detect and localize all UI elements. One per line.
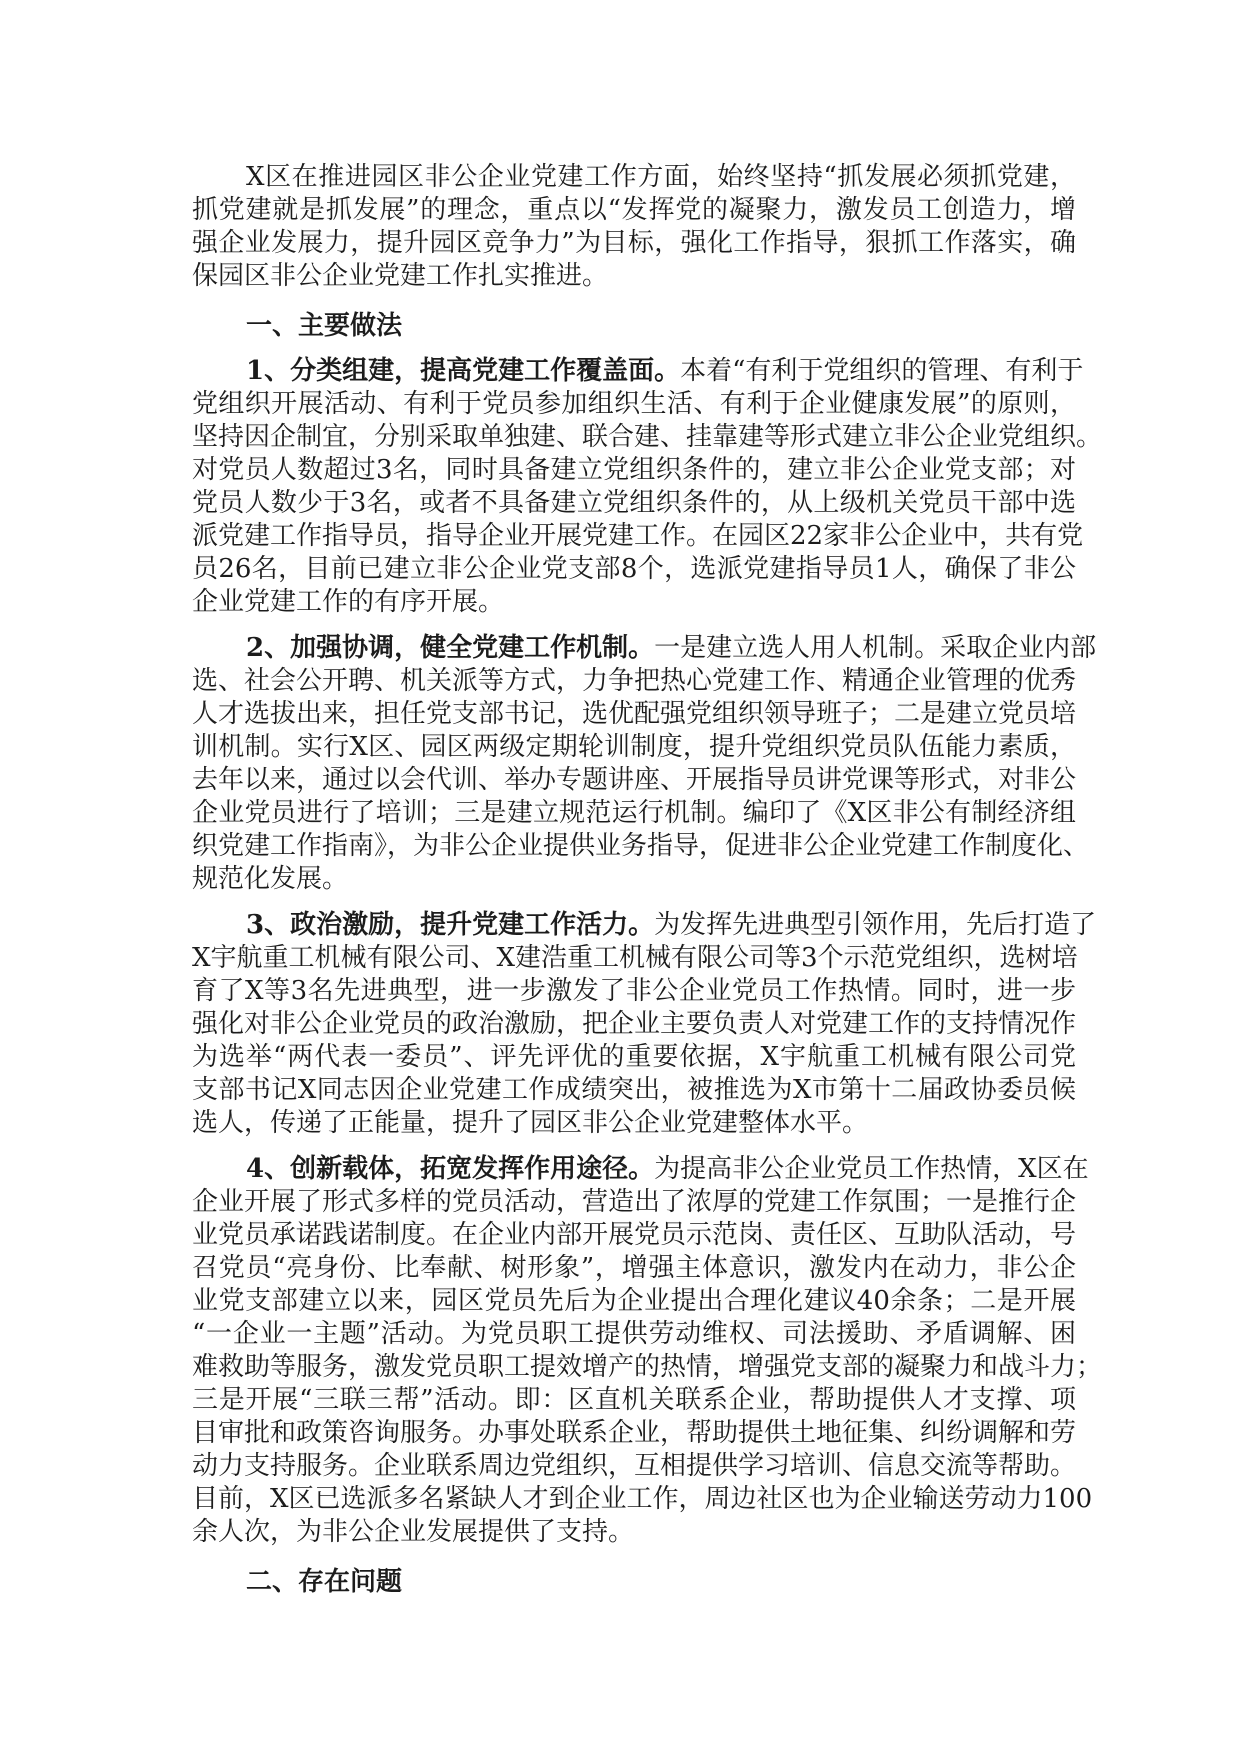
text-line <box>192 909 1097 942</box>
text-line: 训机制。实行X区、园区两级定期轮训制度，提升党组织党员队伍能力素质， <box>192 732 1076 762</box>
text-line <box>192 1153 1089 1186</box>
text-line: 规范化发展。 <box>192 864 349 894</box>
paragraph-lead: 3、政治激励，提升党建工作活力。 <box>246 910 655 940</box>
text-line: 企业党员进行了培训；三是建立规范运行机制。编印了《X区非公有制经济组 <box>192 798 1076 828</box>
text-line: 召党员“亮身份、比奉献、树形象”，增强主体意识，激发内在动力，非公企 <box>192 1253 1076 1283</box>
text-line: 三是开展“三联三帮”活动。即：区直机关联系企业，帮助提供人才支撑、项 <box>192 1385 1076 1415</box>
text-line: 选人，传递了正能量，提升了园区非公企业党建整体水平。 <box>192 1108 869 1138</box>
text-line: 员26名，目前已建立非公企业党支部8个，选派党建指导员1人，确保了非公 <box>192 554 1076 584</box>
document-page <box>192 161 1103 1611</box>
text-line: 织党建工作指南》，为非公企业提供业务指导，促进非公企业党建工作制度化、 <box>192 831 1090 861</box>
text-line <box>192 355 1084 388</box>
section-heading-main-practices: 一、主要做法 <box>246 311 403 341</box>
text-line: 保园区非公企业党建工作扎实推进。 <box>192 261 609 291</box>
text-line: X宇航重工机械有限公司、X建浩重工机械有限公司等3个示范党组织，选树培 <box>192 943 1078 973</box>
text-line: 企业党建工作的有序开展。 <box>192 587 505 617</box>
text-line: 难救助等服务，激发党员职工提效增产的热情，增强党支部的凝聚力和战斗力； <box>192 1352 1103 1382</box>
text-line: 去年以来，通过以会代训、举办专题讲座、开展指导员讲党课等形式，对非公 <box>192 765 1077 795</box>
text-line: 支部书记X同志因企业党建工作成绩突出，被推选为X市第十二届政协委员候 <box>192 1075 1076 1105</box>
text-line: 业党员承诺践诺制度。在企业内部开展党员示范岗、责任区、互助队活动，号 <box>192 1220 1077 1250</box>
text-line: 强化对非公企业党员的政治激励，把企业主要负责人对党建工作的支持情况作 <box>192 1009 1077 1039</box>
text-line: 坚持因企制宜，分别采取单独建、联合建、挂靠建等形式建立非公企业党组织。 <box>192 422 1103 452</box>
text-line: 党员人数少于3名，或者不具备建立党组织条件的，从上级机关党员干部中选 <box>192 488 1076 518</box>
text-line: 选、社会公开聘、机关派等方式，力争把热心党建工作、精通企业管理的优秀 <box>192 666 1077 696</box>
text-line: 党组织开展活动、有利于党员参加组织生活、有利于企业健康发展”的原则， <box>192 389 1076 419</box>
text-line: 强企业发展力，提升园区竞争力”为目标，强化工作指导，狠抓工作落实，确 <box>192 228 1076 258</box>
paragraph-lead: 2、加强协调，健全党建工作机制。 <box>246 633 655 663</box>
text-line: 余人次，为非公企业发展提供了支持。 <box>192 1517 635 1547</box>
paragraph-2 <box>192 632 1097 896</box>
text-line <box>192 632 1097 665</box>
text-line: 目审批和政策咨询服务。办事处联系企业，帮助提供土地征集、纠纷调解和劳 <box>192 1418 1077 1448</box>
text-span: 为发挥先进典型引领作用，先后打造了 <box>654 910 1097 940</box>
text-line: 动力支持服务。企业联系周边党组织，互相提供学习培训、信息交流等帮助。 <box>192 1451 1077 1481</box>
section-heading-existing-problems: 二、存在问题 <box>246 1567 403 1597</box>
paragraph-1 <box>192 355 1103 619</box>
paragraph-lead: 4、创新载体，拓宽发挥作用途径。 <box>246 1154 655 1184</box>
text-line: 为选举“两代表一委员”、评先评优的重要依据，X宇航重工机械有限公司党 <box>192 1042 1076 1072</box>
paragraph-4 <box>192 1153 1103 1549</box>
text-line: 抓党建就是抓发展”的理念，重点以“发挥党的凝聚力，激发员工创造力，增 <box>192 195 1076 225</box>
intro-paragraph <box>192 161 1076 293</box>
text-line: 目前，X区已选派多名紧缺人才到企业工作，周边社区也为企业输送劳动力100 <box>192 1484 1093 1514</box>
text-line: “一企业一主题”活动。为党员职工提供劳动维权、司法援助、矛盾调解、困 <box>192 1319 1076 1349</box>
text-line: 派党建工作指导员，指导企业开展党建工作。在园区22家非公企业中，共有党 <box>192 521 1084 551</box>
text-span: 本着“有利于党组织的管理、有利于 <box>680 356 1084 386</box>
text-span: 一是建立选人用人机制。采取企业内部 <box>654 633 1097 663</box>
text-line: 育了X等3名先进典型，进一步激发了非公企业党员工作热情。同时，进一步 <box>192 976 1076 1006</box>
paragraph-lead: 1、分类组建，提高党建工作覆盖面。 <box>246 356 681 386</box>
text-span: 为提高非公企业党员工作热情，X区在 <box>654 1154 1089 1184</box>
text-line: X区在推进园区非公企业党建工作方面，始终坚持“抓发展必须抓党建， <box>246 162 1076 192</box>
text-line: 对党员人数超过3名，同时具备建立党组织条件的，建立非公企业党支部；对 <box>192 455 1076 485</box>
text-line: 业党支部建立以来，园区党员先后为企业提出合理化建议40余条；二是开展 <box>192 1286 1076 1316</box>
text-line: 企业开展了形式多样的党员活动，营造出了浓厚的党建工作氛围；一是推行企 <box>192 1187 1077 1217</box>
paragraph-3 <box>192 909 1097 1140</box>
text-line: 人才选拔出来，担任党支部书记，选优配强党组织领导班子；二是建立党员培 <box>192 699 1077 729</box>
